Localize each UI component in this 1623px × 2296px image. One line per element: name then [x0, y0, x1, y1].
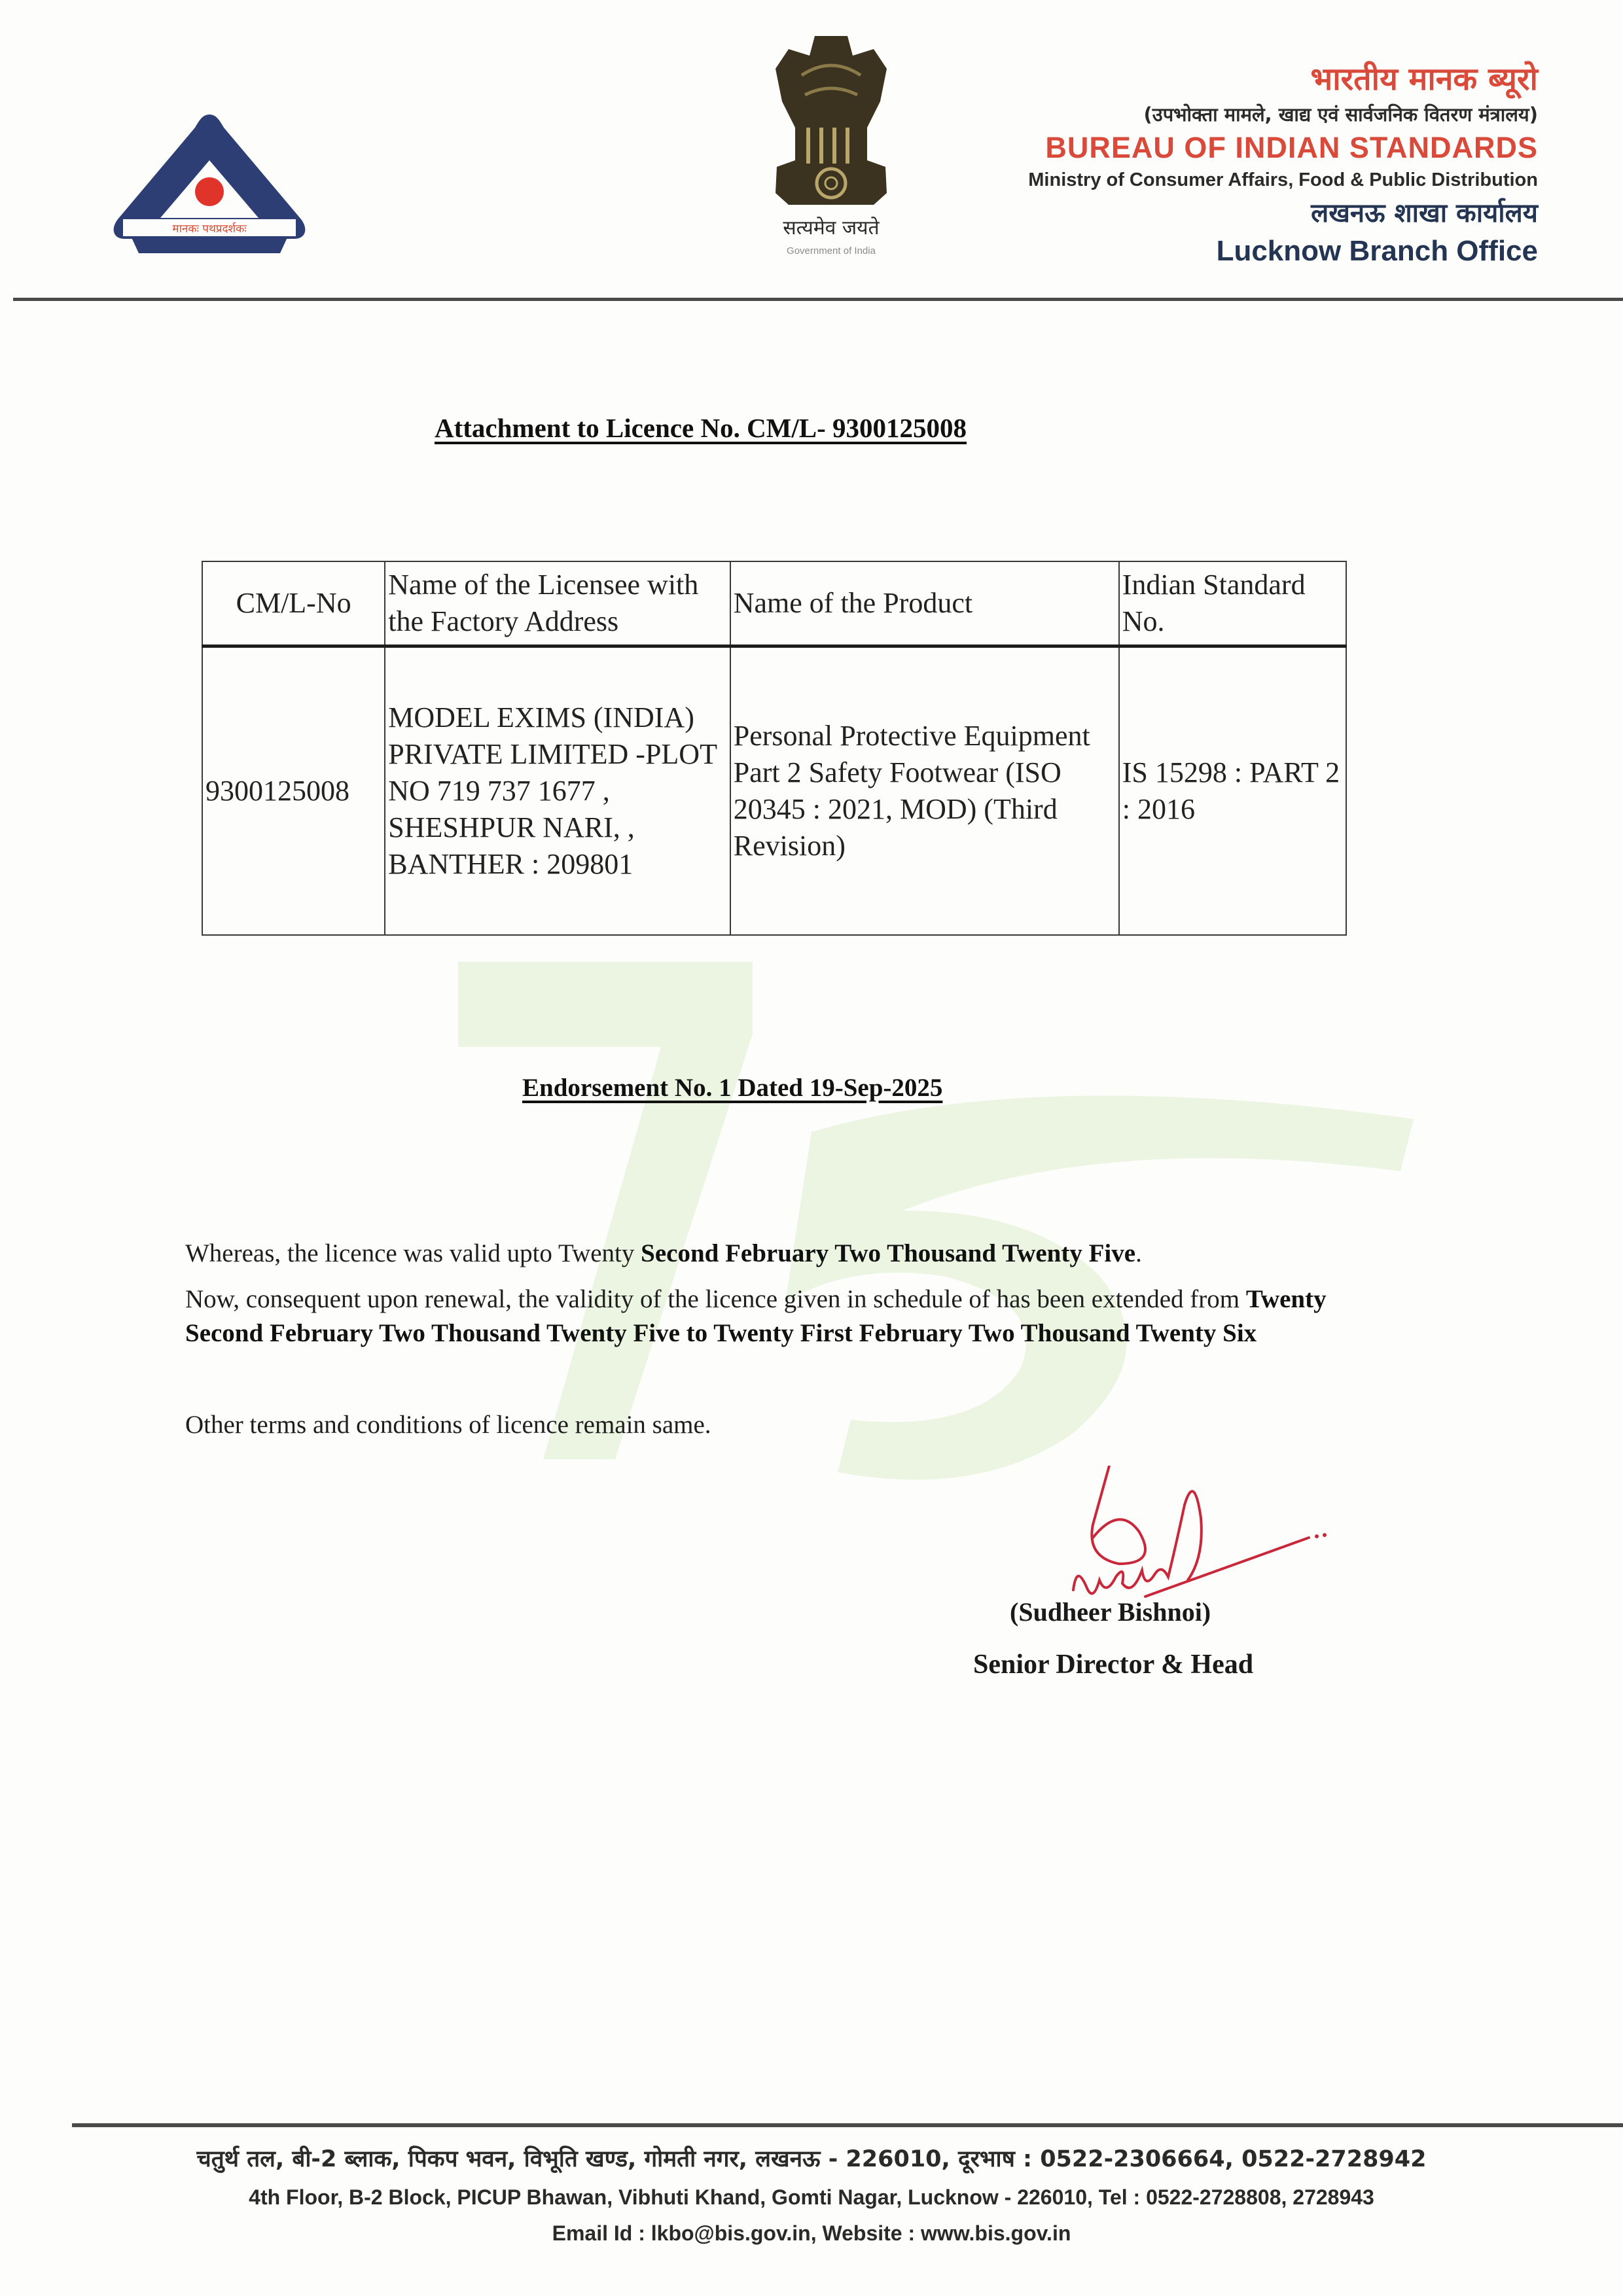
- column-header-cml-no: CM/L-No: [202, 561, 385, 646]
- branch-hindi: लखनऊ शाखा कार्यालय: [1311, 198, 1538, 228]
- footer-address-english: 4th Floor, B-2 Block, PICUP Bhawan, Vibhuti Khand, Gomti Nagar, Lucknow - 226010, Tel : 0522-2728808, 2728943: [249, 2185, 1374, 2209]
- ministry-english: Ministry of Consumer Affairs, Food & Public Distribution: [1028, 169, 1538, 190]
- branch-english: Lucknow Branch Office: [1216, 235, 1538, 267]
- column-header-licensee: Name of the Licensee with the Factory Address: [385, 561, 730, 646]
- emblem-caption: Government of India: [787, 245, 876, 256]
- renewal-paragraph: [185, 1282, 1337, 1351]
- licence-table: [202, 561, 1347, 936]
- cell-product: Personal Protective Equipment Part 2 Safety Footwear (ISO 20345 : 2021, MOD) (Third Revision): [730, 646, 1119, 936]
- state-emblem-of-india-icon: [769, 29, 893, 209]
- org-name-hindi: भारतीय मानक ब्यूरो: [1310, 61, 1538, 97]
- column-header-product: Name of the Product: [730, 561, 1119, 646]
- validity-paragraph: [185, 1237, 1337, 1271]
- signatory-designation: Senior Director & Head: [973, 1650, 1254, 1680]
- column-header-standard: Indian Standard No.: [1119, 561, 1346, 646]
- bis-logo: [105, 108, 314, 258]
- endorsement-title: Endorsement No. 1 Dated 19-Sep-2025: [522, 1074, 943, 1102]
- footer-divider: [72, 2123, 1623, 2127]
- handwritten-signature-icon: [1047, 1466, 1335, 1610]
- signatory-name: (Sudheer Bishnoi): [1010, 1597, 1211, 1627]
- table-row: [202, 646, 1346, 936]
- p1-end: .: [1135, 1239, 1142, 1267]
- svg-text:मानकः पथप्रदर्शकः: मानकः पथप्रदर्शकः: [172, 222, 247, 236]
- cell-licensee: MODEL EXIMS (INDIA) PRIVATE LIMITED -PLOT NO 719 737 1677 , SHESHPUR NARI, , BANTHER : 209801: [385, 646, 730, 936]
- cell-standard: IS 15298 : PART 2 : 2016: [1119, 646, 1346, 936]
- footer-address-hindi: चतुर्थ तल, बी-2 ब्लाक, पिकप भवन, विभूति खण्ड, गोमती नगर, लखनऊ - 226010, दूरभाष : 0522-2306664, 0522-2728942: [196, 2146, 1427, 2172]
- p2-dates: Twenty Second February Two Thousand Twenty Five to Twenty First February Two Thousand Twenty Six: [185, 1285, 1327, 1347]
- bis-triangle-logo-icon: [105, 108, 314, 258]
- ministry-hindi: (उपभोक्ता मामले, खाद्य एवं सार्वजनिक वितरण मंत्रालय): [1143, 103, 1538, 126]
- table-header-row: [202, 561, 1346, 646]
- emblem-motto: सत्यमेव जयते: [783, 217, 880, 239]
- terms-paragraph: Other terms and conditions of licence remain same.: [185, 1411, 711, 1439]
- cell-cml-no: 9300125008: [202, 646, 385, 936]
- page-title: Attachment to Licence No. CM/L- 9300125008: [435, 413, 967, 443]
- header-divider: [13, 298, 1623, 301]
- org-name-english: BUREAU OF INDIAN STANDARDS: [1045, 131, 1538, 164]
- state-emblem: [756, 29, 906, 278]
- p2-text: Now, consequent upon renewal, the validity of the licence given in schedule of has been extended from: [185, 1285, 1246, 1313]
- p1-date: Second February Two Thousand Twenty Five: [641, 1239, 1136, 1267]
- p1-text: Whereas, the licence was valid upto Twenty: [185, 1239, 641, 1267]
- footer-contact: Email Id : lkbo@bis.gov.in, Website : www.bis.gov.in: [552, 2221, 1071, 2245]
- org-letterhead: [1028, 59, 1538, 270]
